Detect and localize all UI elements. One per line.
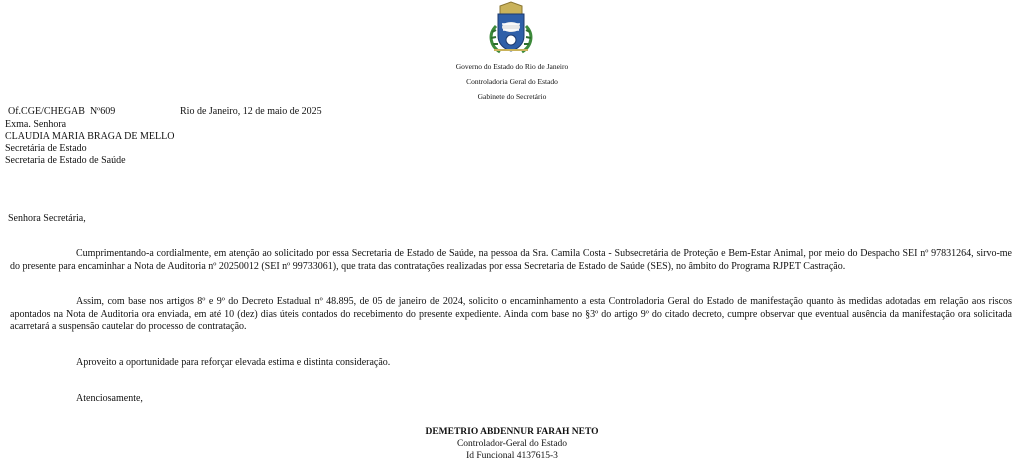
place-and-date: Rio de Janeiro, 12 de maio de 2025 xyxy=(180,106,322,117)
closing: Atenciosamente, xyxy=(76,393,143,404)
signature-title: Controlador-Geral do Estado xyxy=(456,439,568,449)
signature-name: DEMETRIO ABDENNUR FARAH NETO xyxy=(425,427,599,437)
coat-of-arms-icon xyxy=(484,0,538,54)
paragraph-2: Assim, com base nos artigos 8º e 9º do Decreto Estadual nº 48.895, de 05 de janeiro de 2024, solicito o encaminhamento a esta Controladoria Geral do Estado de manifestação quanto às medidas adotadas em relação aos riscos apontados na Nota de Auditoria ora enviada, em até 10 (dez) dias úteis contados do recebimento do presente expediente. Ainda com base no §3º do artigo 9º do citado decreto, cumpre observar que eventual ausência da manifestação ora solicitada acarretará a suspensão cautelar do processo de contratação. xyxy=(10,296,1012,332)
header-office: Gabinete do Secretário xyxy=(477,92,547,101)
recipient-name: CLAUDIA MARIA BRAGA DE MELLO xyxy=(5,131,175,142)
paragraph-1: Cumprimentando-a cordialmente, em atenção ao solicitado por essa Secretaria de Estado de Saúde, na pessoa da Sra. Camila Costa - Subsecretária de Proteção e Bem-Estar Animal, por meio do Despacho SEI nº 97831264, sirvo-me do presente para encaminhar a Nota de Auditoria nº 20250012 (SEI nº 99733061), que trata das contratações realizadas por essa Secretaria de Estado de Saúde (SES), no âmbito do Programa RJPET Castração. xyxy=(10,248,1012,272)
header-government: Governo do Estado do Rio de Janeiro xyxy=(455,62,569,71)
recipient-salutation: Exma. Senhora xyxy=(5,119,67,130)
header-agency: Controladoria Geral do Estado xyxy=(466,77,558,86)
signature-id: Id Funcional 4137615-3 xyxy=(466,451,558,461)
recipient-role: Secretária de Estado xyxy=(5,143,87,154)
paragraph-3: Aproveito a oportunidade para reforçar elevada estima e distinta consideração. xyxy=(76,357,391,368)
document-reference-number: Of.CGE/CHEGAB Nº609 xyxy=(8,106,116,117)
recipient-department: Secretaria de Estado de Saúde xyxy=(5,155,126,166)
greeting: Senhora Secretária, xyxy=(8,213,86,224)
